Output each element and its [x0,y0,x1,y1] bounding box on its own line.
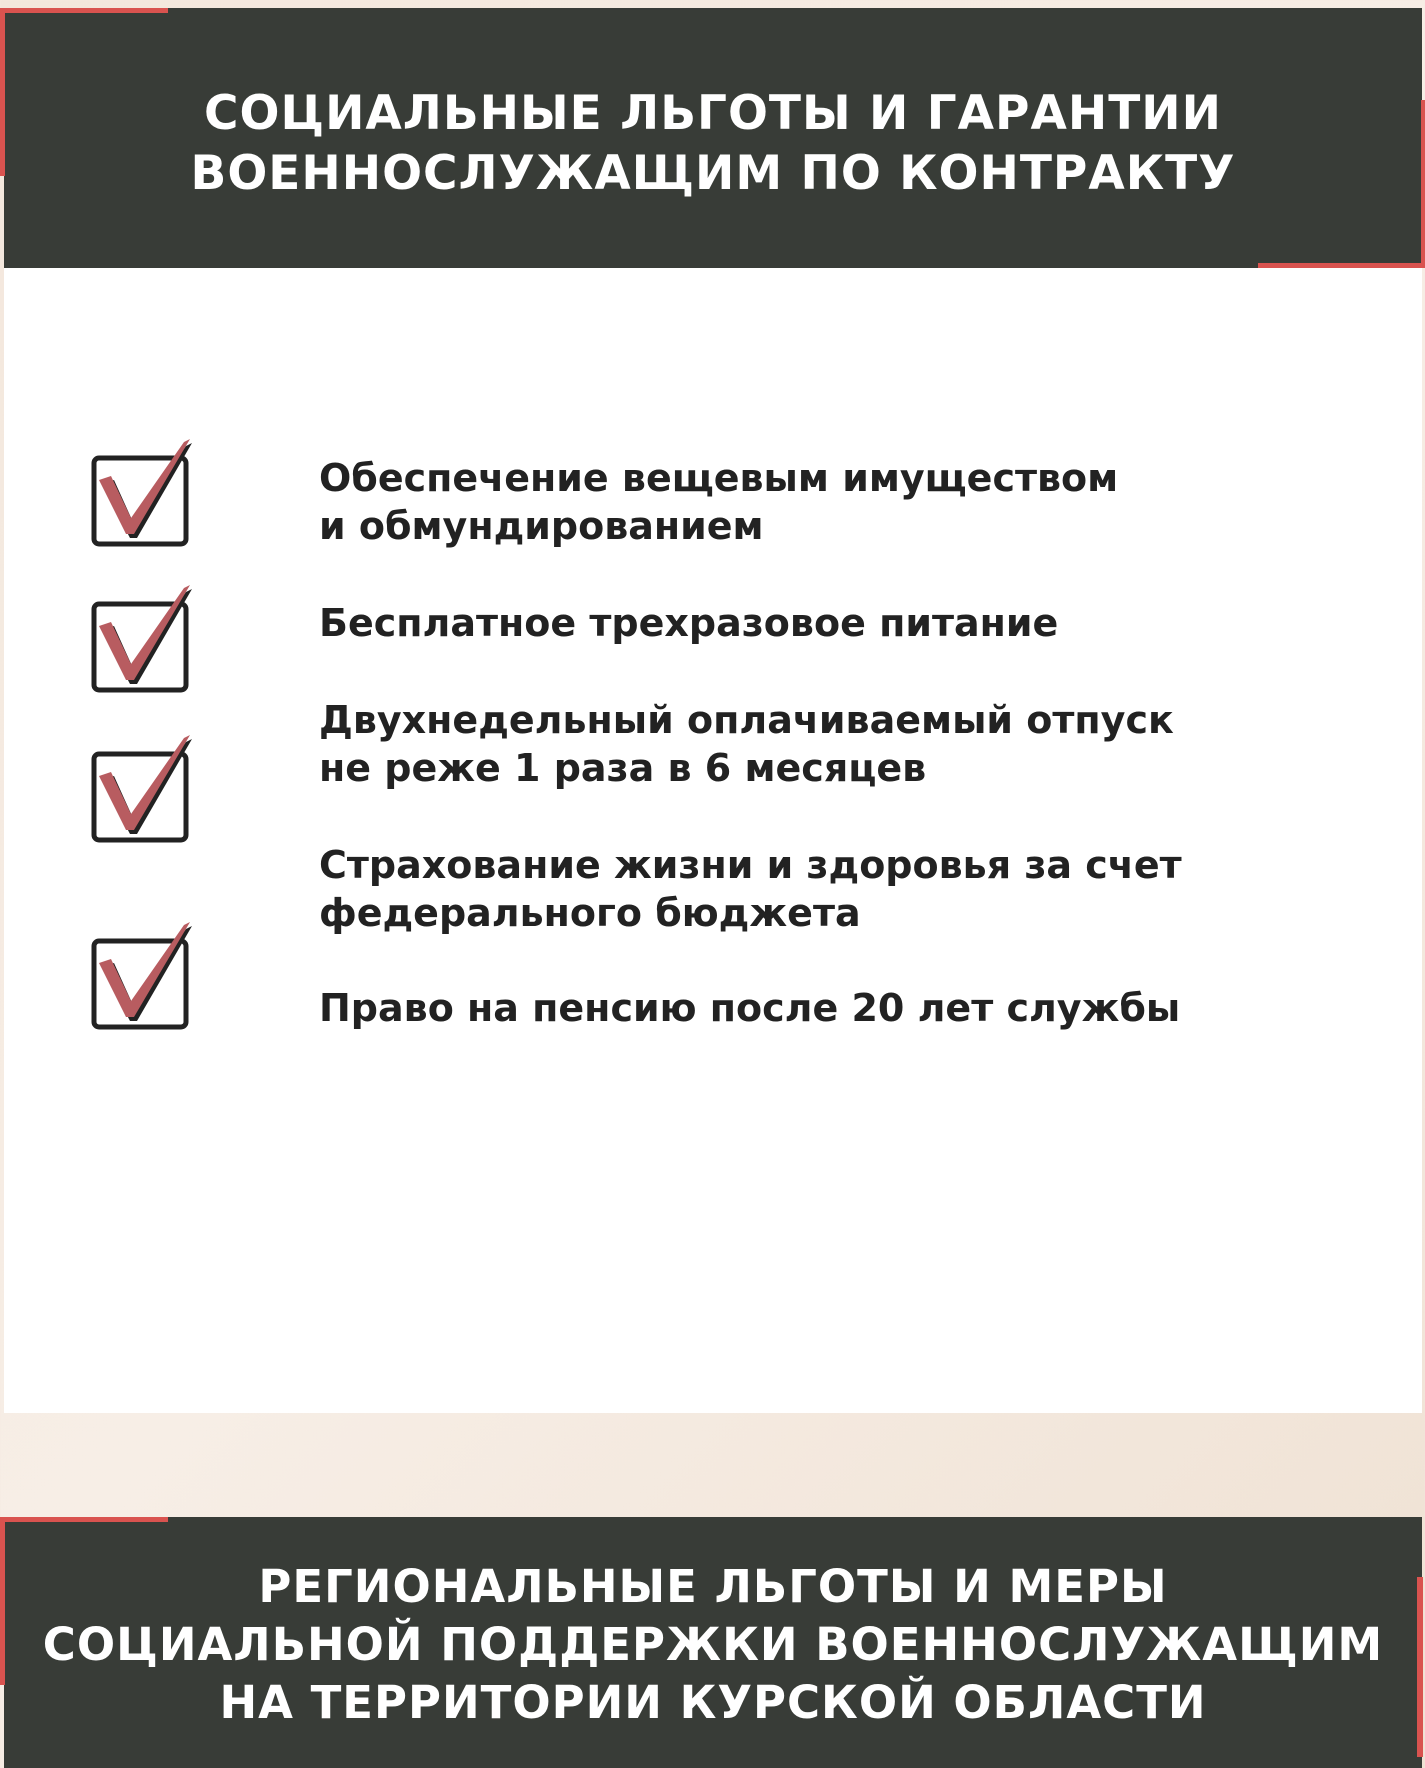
checkbox-checked-icon [90,438,194,548]
title-line-1: СОЦИАЛЬНЫЕ ЛЬГОТЫ И ГАРАНТИИ [204,86,1222,141]
benefit-4-line-1: Страхование жизни и здоровья за счет [319,843,1182,887]
benefits-card [4,268,1422,1413]
benefit-item-5 [319,984,1319,1032]
title-line-2: ВОЕННОСЛУЖАЩИМ ПО КОНТРАКТУ [190,146,1236,201]
corner-accent-top-right [1256,98,1425,268]
footer-title [43,1554,1383,1732]
benefit-2-line-1: Бесплатное трехразовое питание [319,601,1059,645]
checkbox-checked-icon [90,734,194,844]
benefit-item-3 [319,696,1319,792]
footer-banner [4,1517,1422,1768]
benefit-3-line-1: Двухнедельный оплачиваемый отпуск [319,698,1174,742]
checkbox-checked-icon [90,921,194,1031]
checkbox-checked-icon [90,584,194,694]
benefit-item-4 [319,841,1319,937]
footer-title-line-3: НА ТЕРРИТОРИИ КУРСКОЙ ОБЛАСТИ [219,1675,1207,1729]
benefit-1-line-2: и обмундированием [319,504,764,548]
benefit-item-1 [319,454,1319,550]
footer-title-line-1: РЕГИОНАЛЬНЫЕ ЛЬГОТЫ И МЕРЫ [258,1559,1168,1613]
footer-title-line-2: СОЦИАЛЬНОЙ ПОДДЕРЖКИ ВОЕННОСЛУЖАЩИМ [42,1617,1384,1671]
corner-accent-bottom-right [1406,1577,1425,1757]
page-title [191,72,1236,204]
benefit-item-2 [319,599,1319,647]
corner-accent-bottom-left [0,1517,170,1687]
benefit-1-line-1: Обеспечение вещевым имуществом [319,456,1119,500]
benefit-4-line-2: федерального бюджета [319,891,861,935]
header-banner [4,8,1422,268]
corner-accent-top-left [0,8,170,178]
benefit-3-line-2: не реже 1 раза в 6 месяцев [319,746,927,790]
benefit-5-line-1: Право на пенсию после 20 лет службы [319,986,1181,1030]
